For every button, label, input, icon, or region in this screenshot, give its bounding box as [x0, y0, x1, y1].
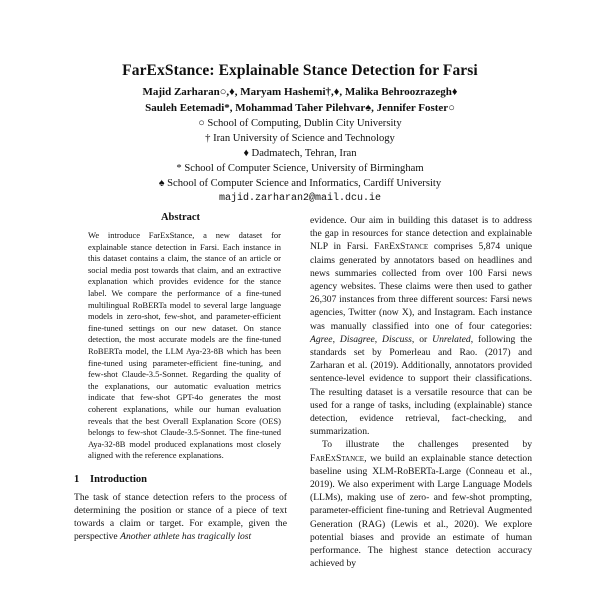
section-heading-introduction [74, 474, 287, 485]
author-list [0, 84, 600, 116]
introduction-text [74, 491, 287, 544]
affiliation-3: ♦ Dadmatech, Tehran, Iran [243, 148, 357, 159]
para1-text-c: , following the standards set by Pomerleau and Rao. (2017) and Zarharan et al. (2019). Additionally, annotators provided sentence-level evidence to support their classifications. The resulting dataset is a versatile resource that can be used for a range of tasks, including (explainable) stance detection, evidence retrieval, fact-checking, and summarization. [310, 333, 532, 438]
left-column [74, 212, 287, 544]
paper-title: FarExStance: Explainable Stance Detection for Farsi [122, 62, 478, 79]
affiliation-list [0, 116, 600, 206]
para2-text-b: , we build an explainable stance detection baseline using XLM-RoBERTa-Large (Conneau et al., 2019). We also experiment with Large Language Models (LLMs), making use of zero- and few-shot prompting, parameter-efficient fine-tuning and Retrieval Augmented Generation (RAG) (Lewis et al., 2020). We explore potential biases and provide an estimate of human performance. The highest stance detection accuracy achieved by [310, 452, 532, 570]
para1-text-b: comprises 5,874 unique claims generated by annotators based on headlines and news summaries collected from over 100 Farsi news agency websites. These claims were then used to gather 26,307 instances from three different sources: Farsi news agencies, Twitter (now X), and Instagram. Each instance was manually classified into one of four categories: [310, 241, 532, 332]
right-paragraph-2 [310, 438, 532, 570]
para2-text-a: To illustrate the challenges presented by [322, 439, 532, 451]
para1-text-a: evidence. Our aim in building this dataset is to address the gap in resources for stance detection and explainable NLP in Farsi. [310, 215, 532, 253]
category-unrelated: Unrelated [432, 333, 471, 345]
author-line-2: Sauleh Eetemadi*, Mohammad Taher Pilehvar♠, Jennifer Foster○ [145, 102, 455, 114]
sep-2: , [374, 333, 383, 345]
category-agree: Agree [310, 333, 333, 345]
dataset-name: FarExStance [374, 241, 429, 253]
abstract-heading: Abstract [160, 212, 201, 223]
affiliation-5: ♠ School of Computer Science and Informatics, Cardiff University [158, 178, 442, 189]
contact-email[interactable]: majid.zarharan2@mail.dcu.ie [218, 193, 382, 204]
affiliation-4: * School of Computer Science, University of Birmingham [176, 163, 424, 174]
affiliation-2: † Iran University of Science and Technology [205, 133, 395, 144]
sep-1: , [332, 333, 340, 345]
author-line-1: Majid Zarharan○,♦, Maryam Hashemi†,♦, Malika Behroozrazegh♦ [142, 86, 458, 98]
intro-italic-example: Another athlete has tragically lost [120, 531, 252, 543]
section-title: Introduction [90, 473, 147, 485]
intro-paragraph: The task of stance detection refers to the process of determining the position or stance of a piece of text towards a claim or target. For example, given the perspective [74, 491, 287, 543]
affiliation-1: ○ School of Computing, Dublin City University [198, 118, 402, 129]
right-column [310, 214, 532, 570]
sep-3: , or [411, 333, 433, 345]
category-disagree: Disagree [339, 333, 375, 345]
dataset-name-2: FarExStance [310, 452, 365, 464]
section-number: 1 [74, 473, 80, 485]
category-discuss: Discuss [382, 333, 412, 345]
right-paragraph-1 [310, 214, 532, 438]
abstract-text: We introduce FarExStance, a new dataset for explainable stance detection in Farsi. Each instance in this dataset contains a claim, the stance of an article or social media post towards that claim, and an extractive explanation which provides evidence for the stance label. We compare the performance of a fine-tuned multilingual RoBERTa model to several large language models in zero-shot, few-shot, and parameter-efficient fine-tuned settings on our new dataset. On stance detection, the most accurate models are the fine-tuned RoBERTa model, the LLM Aya-23-8B which has been fine-tuned using parameter-efficient fine-tuning, and few-shot Claude-3.5-Sonnet. Regarding the quality of the explanations, our automatic evaluation metrics indicate that few-shot GPT-4o generates the most coherent explanations, while our human evaluation reveals that the best Overall Explanation Score (OES) belongs to few-shot Claude-3.5-Sonnet. The fine-tuned Aya-32-8B model produced explanations most closely aligned with the reference explanations. [88, 230, 281, 461]
